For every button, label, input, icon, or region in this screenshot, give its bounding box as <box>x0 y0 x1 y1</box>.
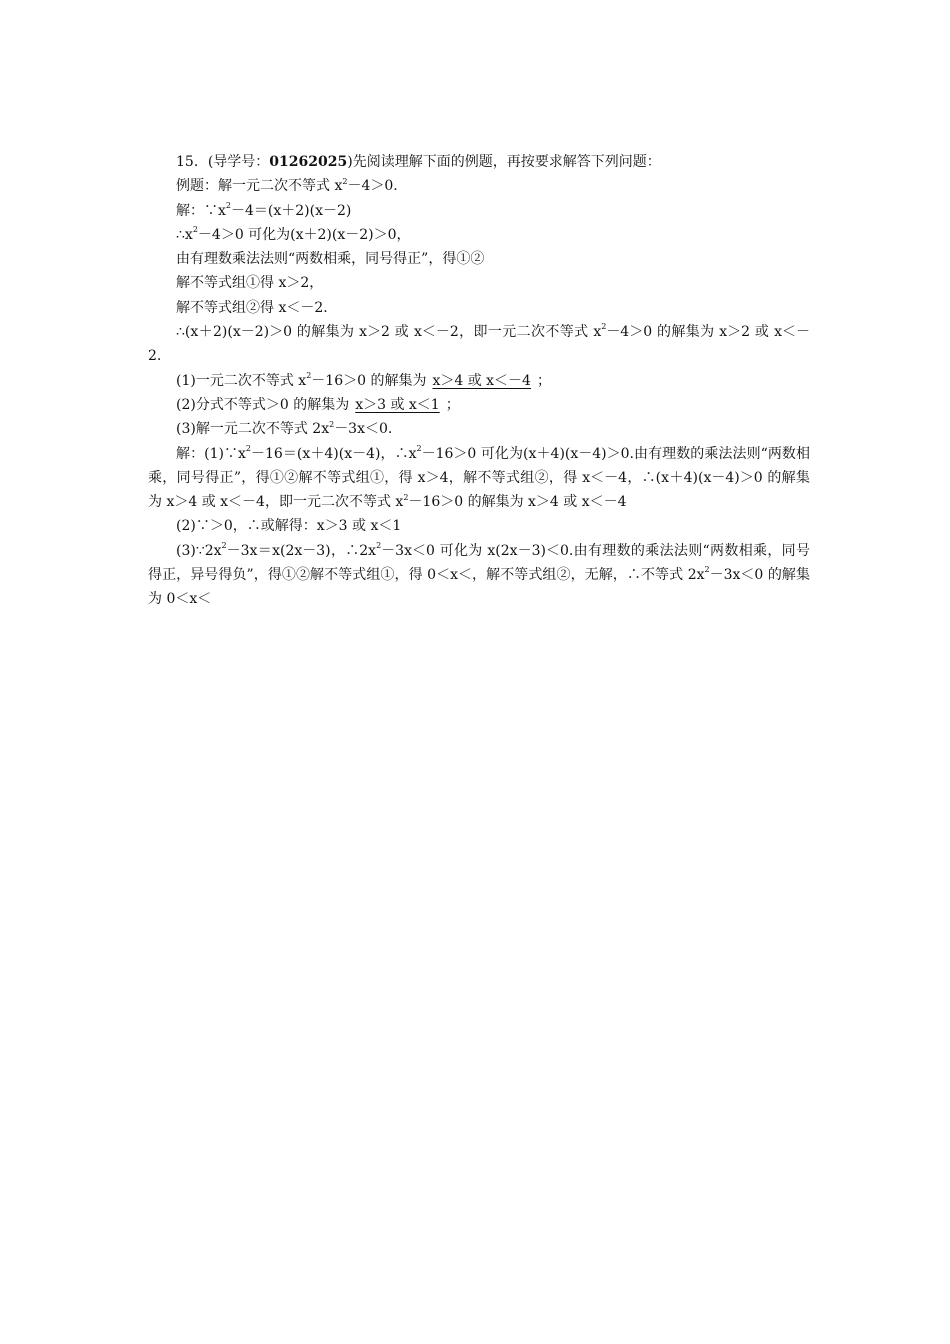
problem-content <box>148 150 810 612</box>
question-1: (1)一元二次不等式 $x^2-16>0$ 的解集为 x＞4 或 x＜－4 ； <box>176 371 551 389</box>
solution-3: $(3)\because 2x^2-3x=x(2x-3)$，$\therefore 2x^2-3x<0$ 可化为 x(2x－3)＜0.由有理数的乘法法则“两数相乘，同号得正，异号得负”，得①②解不等式组①，得 0＜x＜，解不等式组②，无解，∴不等式 $2x^2-3x<0$ 的解集为 0＜x＜ <box>148 541 810 608</box>
solution-2: (2)∵＞0，∴或解得：x＞3 或 x＜1 <box>176 518 402 535</box>
example-step-3: 由有理数乘法法则“两数相乘，同号得正”，得①② <box>176 251 485 268</box>
answer-blank-2: x＞3 或 x＜1 <box>355 396 440 413</box>
example-step-2: $\therefore x^2-4>0$ 可化为(x＋2)(x－2)＞0， <box>176 225 411 243</box>
solution-1: 解：$(1)\because x^2-16=(x+4)(x-4)$，$\therefore x^2-16>0$ 可化为(x＋4)(x－4)＞0.由有理数的乘法法则“两数相乘，同号得正”，得①②解不等式组①，得 x＞4，解不等式组②，得 x＜－4，∴(x＋4)(x－4)＞0 的解集为 x＞4 或 x＜－4，即一元二次不等式 $x^2-16>0$ 的解集为 x＞4 或 x＜－4 <box>148 443 810 511</box>
example-step-1: 解：$\because x^2-4=(x+2)(x-2)$ <box>176 200 352 219</box>
question-2: (2)分式不等式＞0 的解集为 x＞3 或 x＜1 ； <box>176 396 460 413</box>
example-title: 例题：解一元二次不等式 $x^2-4>0$. <box>176 176 398 195</box>
question-3: (3)解一元二次不等式 $2x^2-3x<0$. <box>176 419 393 438</box>
example-conclusion: ∴(x＋2)(x－2)＞0 的解集为 x＞2 或 x＜－2，即一元二次不等式 $x^2-4>0$ 的解集为 x＞2 或 x＜－2. <box>148 322 810 365</box>
problem-header: 15．(导学号：01262025)先阅读理解下面的例题，再按要求解答下列问题： <box>176 154 661 170</box>
problem-prompt: 先阅读理解下面的例题，再按要求解答下列问题： <box>352 154 661 170</box>
problem-number: 15． <box>176 154 208 170</box>
example-step-4: 解不等式组①得 x＞2， <box>176 275 324 292</box>
answer-blank-1: x＞4 或 x＜－4 <box>432 372 531 389</box>
source-id: 01262025 <box>269 154 348 170</box>
example-step-5: 解不等式组②得 x＜－2. <box>176 299 328 316</box>
